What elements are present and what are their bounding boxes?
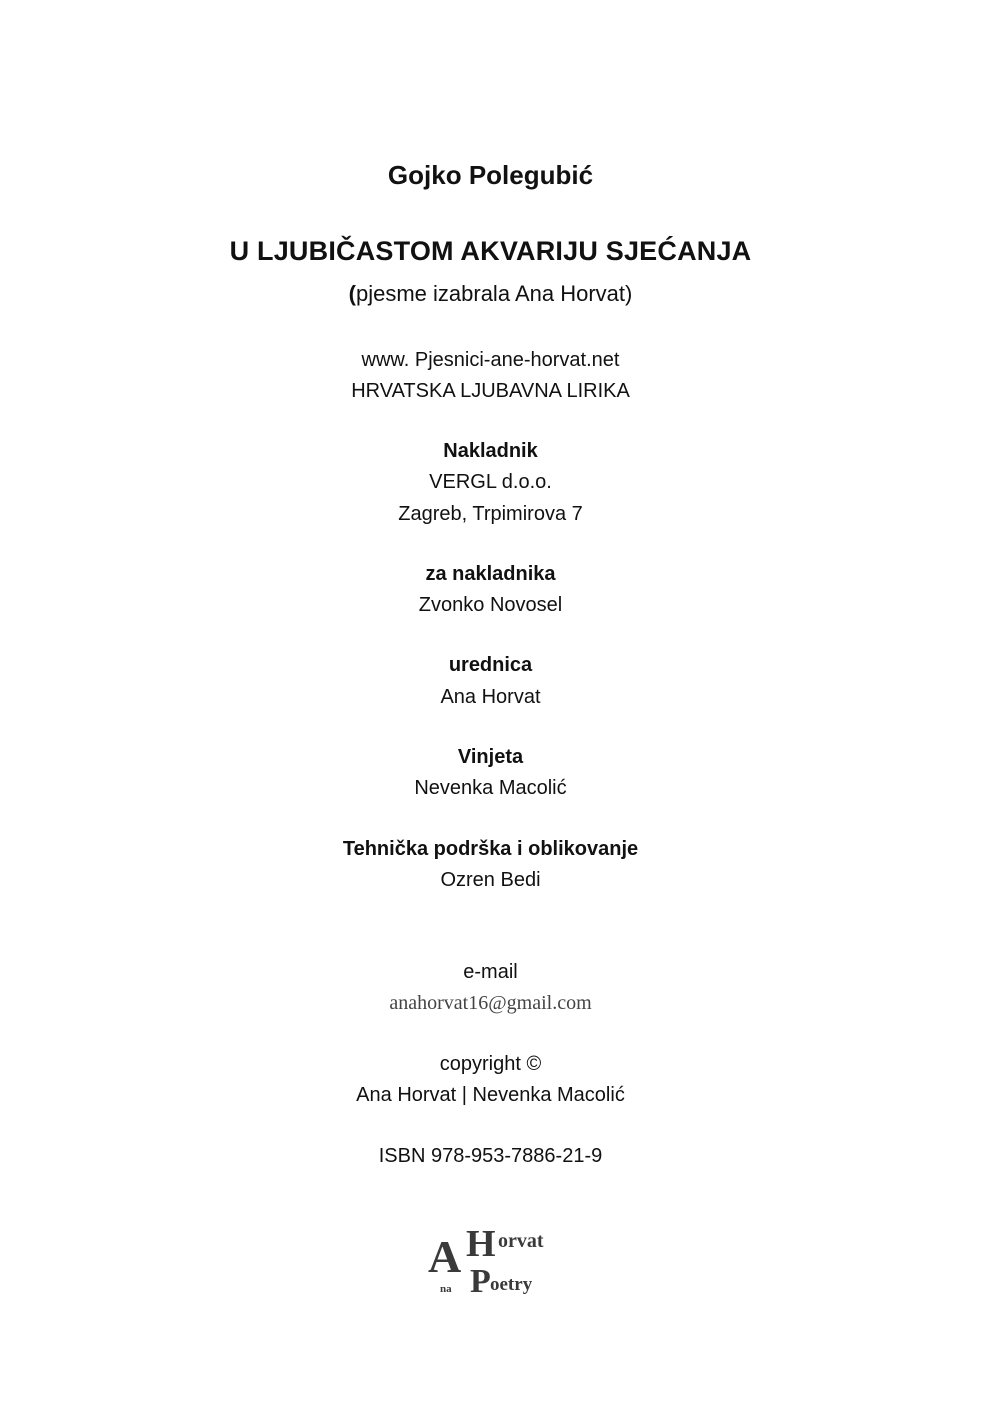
book-title: U LJUBIČASTOM AKVARIJU SJEĆANJA bbox=[229, 236, 752, 266]
email-address[interactable]: anahorvat16@gmail.com bbox=[389, 992, 592, 1014]
logo-word-oetry: oetry bbox=[490, 1274, 533, 1295]
logo-letter-h: H bbox=[466, 1223, 496, 1265]
logo-word-orvat: orvat bbox=[498, 1230, 544, 1252]
technical-label: Tehnička podrška i oblikovanje bbox=[342, 838, 639, 860]
subtitle-text: pjesme izabrala Ana Horvat) bbox=[355, 281, 633, 306]
copyright-holders: Ana Horvat | Nevenka Macolić bbox=[356, 1084, 625, 1106]
series-name: HRVATSKA LJUBAVNA LIRIKA bbox=[351, 380, 630, 402]
editor-name: Ana Horvat bbox=[440, 686, 541, 708]
editor-label: urednica bbox=[448, 654, 533, 676]
logo-letter-a: A bbox=[428, 1231, 462, 1282]
for-publisher-name: Zvonko Novosel bbox=[418, 594, 563, 616]
isbn-number: ISBN 978-953-7886-21-9 bbox=[378, 1145, 603, 1167]
copyright-label: copyright © bbox=[439, 1053, 542, 1075]
author-name: Gojko Polegubić bbox=[387, 160, 594, 190]
technical-name: Ozren Bedi bbox=[440, 869, 541, 891]
vignette-name: Nevenka Macolić bbox=[414, 777, 567, 799]
logo-letters-na: na bbox=[440, 1283, 452, 1295]
website-link[interactable]: www. Pjesnici-ane-horvat.net bbox=[361, 349, 620, 371]
logo-letter-p: P bbox=[470, 1263, 491, 1300]
publisher-address: Zagreb, Trpimirova 7 bbox=[398, 503, 583, 525]
book-subtitle bbox=[0, 283, 981, 305]
publisher-name: VERGL d.o.o. bbox=[429, 471, 552, 493]
for-publisher-label: za nakladnika bbox=[425, 563, 556, 585]
subtitle-open-paren: ( bbox=[348, 281, 356, 306]
email-label: e-mail bbox=[463, 961, 518, 983]
publisher-label: Nakladnik bbox=[443, 440, 538, 462]
vignette-label: Vinjeta bbox=[457, 746, 524, 768]
ana-horvat-poetry-logo bbox=[426, 1220, 558, 1300]
